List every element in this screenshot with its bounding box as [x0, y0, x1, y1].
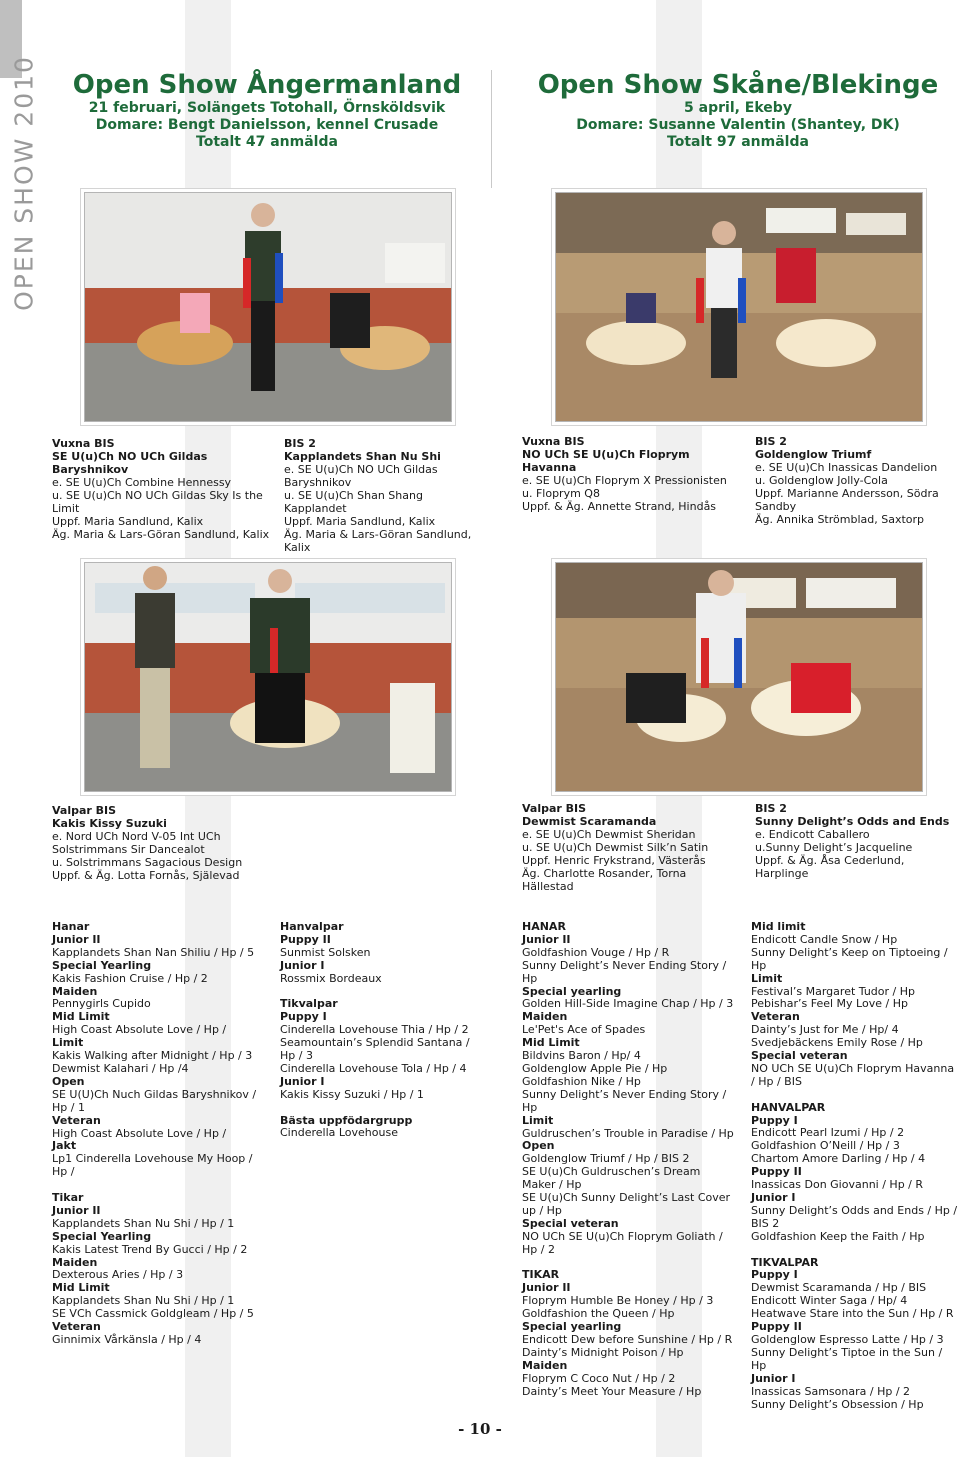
- results-class-heading: Junior II: [522, 1281, 571, 1295]
- results-entry: Ginnimix Vårkänsla / Hp / 4: [52, 1332, 202, 1346]
- results-class-heading: Veteran: [52, 1320, 101, 1334]
- results-class-heading: Special veteran: [522, 1216, 619, 1230]
- caption-owner: Äg. Annika Strömblad, Saxtorp: [755, 513, 924, 526]
- results-entry: Dexterous Aries / Hp / 3: [52, 1268, 184, 1282]
- page-number: - 10 -: [458, 1420, 502, 1438]
- results-entry: Festival’s Margaret Tudor / Hp: [751, 984, 915, 998]
- results-entry: Guldruschen’s Trouble in Paradise / Hp: [522, 1126, 734, 1140]
- event-entries: Totalt 47 anmälda: [196, 134, 338, 150]
- caption-owner: Äg. Maria & Lars-Göran Sandlund, Kalix: [284, 528, 472, 554]
- results-entry: Sunny Delight’s Odds and Ends / Hp / BIS 2: [751, 1203, 958, 1230]
- results-column-skane-adults: [522, 921, 734, 1399]
- caption-sire: e. Nord UCh Nord V-05 Int UCh Solstrimmans Sir Dancealot: [52, 830, 221, 856]
- results-class-heading: Special Yearling: [52, 958, 152, 972]
- results-class-heading: Maiden: [52, 1255, 98, 1269]
- caption-breeder-owner: Uppf. & Äg. Lotta Fornås, Själevad: [52, 869, 240, 882]
- results-entry: Floprym Humble Be Honey / Hp / 3: [522, 1294, 714, 1308]
- results-class-heading: Bästa uppfödargrupp: [280, 1113, 413, 1127]
- results-entry: Sunny Delight’s Tiptoe in the Sun / Hp: [751, 1345, 943, 1372]
- results-class-heading: Mid Limit: [522, 1036, 580, 1050]
- results-class-heading: Limit: [52, 1036, 84, 1050]
- results-entry: Golden Hill-Side Imagine Chap / Hp / 3: [522, 997, 734, 1011]
- results-class-heading: Junior I: [280, 1074, 325, 1088]
- results-class-heading: Puppy I: [280, 1010, 327, 1024]
- results-entry: Cinderella Lovehouse: [280, 1126, 398, 1140]
- results-spacer: [751, 1089, 959, 1102]
- results-entry: Sunny Delight’s Obsession / Hp: [751, 1397, 924, 1411]
- results-entry: Svedjebäckens Emily Rose / Hp: [751, 1036, 923, 1050]
- results-entry: High Coast Absolute Love / Hp /: [52, 1023, 227, 1037]
- caption-sire: e. SE U(u)Ch Floprym X Pressionisten: [522, 474, 727, 487]
- event-header-angermanland: [62, 70, 472, 151]
- event-date-location: 21 februari, Solängets Totohall, Örnsköldsvik: [88, 100, 446, 116]
- results-class-heading: Special veteran: [751, 1049, 848, 1063]
- results-class-heading: HANAR: [522, 920, 566, 933]
- caption-dog-name: SE U(u)Ch NO UCh Gildas Baryshnikov: [52, 450, 208, 476]
- results-entry: Goldenglow Apple Pie / Hp: [522, 1061, 668, 1075]
- results-entry: Chartom Amore Darling / Hp / 4: [751, 1152, 926, 1166]
- caption-award: Vuxna BIS: [522, 435, 585, 448]
- results-entry: Kakis Fashion Cruise / Hp / 2: [52, 971, 208, 985]
- results-class-heading: Hanar: [52, 920, 90, 933]
- caption-award: BIS 2: [755, 802, 787, 815]
- results-class-heading: Open: [522, 1139, 555, 1153]
- caption-sire: e. SE U(u)Ch Inassicas Dandelion: [755, 461, 938, 474]
- caption-breeder: Uppf. Maria Sandlund, Kalix: [52, 515, 204, 528]
- results-entry: Goldenglow Triumf / Hp / BIS 2: [522, 1152, 690, 1166]
- results-entry: Sunny Delight’s Never Ending Story / Hp: [522, 958, 727, 985]
- side-label: OPEN SHOW 2010: [9, 55, 39, 311]
- results-class-heading: Jakt: [52, 1139, 77, 1153]
- results-class-heading: Mid Limit: [52, 1010, 110, 1024]
- results-class-heading: Tikvalpar: [280, 997, 338, 1011]
- caption-dog-name: NO UCh SE U(u)Ch Floprym Havanna: [522, 448, 690, 474]
- caption-breeder: Uppf. Henric Frykstrand, Västerås: [522, 854, 706, 867]
- results-entry: Goldfashion O’Neill / Hp / 3: [751, 1139, 900, 1153]
- caption-angermanland-bis: [52, 437, 272, 541]
- results-class-heading: Veteran: [52, 1113, 101, 1127]
- results-entry: Dainty’s Midnight Poison / Hp: [522, 1345, 684, 1359]
- caption-dog-name: Sunny Delight’s Odds and Ends: [755, 815, 950, 828]
- results-entry: High Coast Absolute Love / Hp /: [52, 1126, 227, 1140]
- caption-dam: u. Solstrimmans Sagacious Design: [52, 856, 243, 869]
- results-class-heading: HANVALPAR: [751, 1100, 826, 1114]
- results-entry: Dainty’s Meet Your Measure / Hp: [522, 1384, 702, 1398]
- results-entry: Dewmist Scaramanda / Hp / BIS: [751, 1281, 927, 1295]
- results-entry: Sunmist Solsken: [280, 945, 371, 959]
- results-entry: Goldfashion Keep the Faith / Hp: [751, 1229, 925, 1243]
- caption-sire: e. SE U(u)Ch Dewmist Sheridan: [522, 828, 696, 841]
- results-entry: SE U(U)Ch Nuch Gildas Baryshnikov / Hp / 1: [52, 1087, 257, 1114]
- caption-owner: Äg. Maria & Lars-Göran Sandlund, Kalix: [52, 528, 270, 541]
- caption-breeder: Uppf. Marianne Andersson, Södra Sandby: [755, 487, 939, 513]
- caption-dam: u. Floprym Q8: [522, 487, 600, 500]
- results-entry: SE U(u)Ch Sunny Delight’s Last Cover up / Hp: [522, 1191, 731, 1217]
- caption-sire: e. SE U(u)Ch Combine Hennessy: [52, 476, 232, 489]
- results-class-heading: Open: [52, 1074, 85, 1088]
- results-entry: Kakis Kissy Suzuki / Hp / 1: [280, 1087, 424, 1101]
- results-entry: SE U(u)Ch Guldruschen’s Dream Maker / Hp: [522, 1165, 701, 1192]
- results-entry: NO UCh SE U(u)Ch Floprym Goliath / Hp / 2: [522, 1229, 723, 1256]
- results-class-heading: Puppy II: [751, 1320, 802, 1334]
- results-entry: Goldfashion the Queen / Hp: [522, 1307, 675, 1321]
- results-entry: Goldfashion Nike / Hp: [522, 1074, 641, 1088]
- results-entry: Cinderella Lovehouse Tola / Hp / 4: [280, 1061, 467, 1075]
- results-entry: Floprym C Coco Nut / Hp / 2: [522, 1371, 676, 1385]
- results-class-heading: Puppy II: [280, 932, 331, 946]
- results-class-heading: Limit: [751, 971, 783, 985]
- results-entry: Inassicas Samsonara / Hp / 2: [751, 1384, 911, 1398]
- results-entry: Dewmist Kalahari / Hp /4: [52, 1061, 189, 1075]
- column-divider: [491, 70, 492, 188]
- results-column-skane-puppies: [751, 921, 959, 1411]
- results-class-heading: Junior II: [522, 932, 571, 946]
- results-entry: Sunny Delight’s Keep on Tiptoeing / Hp: [751, 945, 948, 972]
- results-entry: Kapplandets Shan Nan Shiliu / Hp / 5: [52, 945, 255, 959]
- event-judge: Domare: Susanne Valentin (Shantey, DK): [576, 117, 900, 133]
- results-entry: Kapplandets Shan Nu Shi / Hp / 1: [52, 1216, 235, 1230]
- results-class-heading: Special yearling: [522, 984, 622, 998]
- results-class-heading: Maiden: [52, 984, 98, 998]
- results-class-heading: Hanvalpar: [280, 920, 344, 933]
- caption-dam: u. SE U(u)Ch Dewmist Silk’n Satin: [522, 841, 709, 854]
- event-header-skane-blekinge: [520, 70, 956, 151]
- photo-angermanland-bis: [84, 192, 452, 422]
- caption-sire: e. Endicott Caballero: [755, 828, 870, 841]
- caption-award: Vuxna BIS: [52, 437, 115, 450]
- results-class-heading: TIKAR: [522, 1268, 560, 1282]
- results-entry: Goldfashion Vouge / Hp / R: [522, 945, 670, 959]
- results-class-heading: Maiden: [522, 1010, 568, 1024]
- caption-skane-puppy-bis2: [755, 802, 960, 880]
- results-entry: Pebishar’s Feel My Love / Hp: [751, 997, 908, 1011]
- results-entry: Endicott Winter Saga / Hp/ 4: [751, 1294, 908, 1308]
- results-entry: Kapplandets Shan Nu Shi / Hp / 1: [52, 1294, 235, 1308]
- caption-dam: u.Sunny Delight’s Jacqueline: [755, 841, 913, 854]
- caption-angermanland-puppy-bis: [52, 804, 262, 882]
- caption-angermanland-bis2: [284, 437, 484, 554]
- event-title: Open Show Ångermanland: [72, 70, 462, 100]
- results-class-heading: Junior I: [751, 1371, 796, 1385]
- results-spacer: [280, 1102, 476, 1115]
- results-entry: Rossmix Bordeaux: [280, 971, 382, 985]
- results-entry: Sunny Delight’s Never Ending Story / Hp: [522, 1087, 727, 1114]
- results-entry: Cinderella Lovehouse Thia / Hp / 2: [280, 1023, 469, 1037]
- caption-dog-name: Goldenglow Triumf: [755, 448, 872, 461]
- caption-breeder-owner: Uppf. & Äg. Åsa Cederlund, Harplinge: [755, 854, 905, 880]
- results-class-heading: Junior I: [280, 958, 325, 972]
- results-entry: Pennygirls Cupido: [52, 997, 151, 1011]
- results-entry: SE VCh Cassmick Goldgleam / Hp / 5: [52, 1307, 254, 1321]
- caption-dam: u. Goldenglow Jolly-Cola: [755, 474, 888, 487]
- caption-dog-name: Kapplandets Shan Nu Shi: [284, 450, 441, 463]
- results-entry: Endicott Candle Snow / Hp: [751, 932, 898, 946]
- caption-breeder-owner: Uppf. & Äg. Annette Strand, Hindås: [522, 500, 717, 513]
- results-spacer: [751, 1244, 959, 1257]
- results-class-heading: Puppy I: [751, 1113, 798, 1127]
- photo-skane-bis: [555, 192, 923, 422]
- results-entry: Bildvins Baron / Hp/ 4: [522, 1049, 641, 1063]
- caption-sire: e. SE U(u)Ch NO UCh Gildas Baryshnikov: [284, 463, 438, 489]
- results-column-angermanland-puppies: [280, 921, 476, 1140]
- results-entry: Heatwave Stare into the Sun / Hp / R: [751, 1307, 954, 1321]
- caption-breeder: Uppf. Maria Sandlund, Kalix: [284, 515, 436, 528]
- caption-skane-bis2: [755, 435, 955, 526]
- results-class-heading: Special Yearling: [52, 1229, 152, 1243]
- caption-award: BIS 2: [755, 435, 787, 448]
- results-class-heading: Special yearling: [522, 1320, 622, 1334]
- results-entry: Le'Pet's Ace of Spades: [522, 1023, 646, 1037]
- results-entry: NO UCh SE U(u)Ch Floprym Havanna / Hp / BIS: [751, 1061, 955, 1088]
- results-class-heading: Puppy I: [751, 1268, 798, 1282]
- event-entries: Totalt 97 anmälda: [667, 134, 809, 150]
- caption-skane-bis: [522, 435, 737, 513]
- results-entry: Endicott Pearl Izumi / Hp / 2: [751, 1126, 905, 1140]
- results-class-heading: Mid Limit: [52, 1281, 110, 1295]
- results-entry: Inassicas Don Giovanni / Hp / R: [751, 1178, 924, 1192]
- results-column-angermanland-adults: [52, 921, 264, 1347]
- results-class-heading: Junior I: [751, 1191, 796, 1205]
- results-entry: Kakis Latest Trend By Gucci / Hp / 2: [52, 1242, 248, 1256]
- results-entry: Goldenglow Espresso Latte / Hp / 3: [751, 1332, 944, 1346]
- event-judge: Domare: Bengt Danielsson, kennel Crusade: [95, 117, 439, 133]
- results-entry: Seamountain’s Splendid Santana / Hp / 3: [280, 1036, 470, 1063]
- results-entry: Kakis Walking after Midnight / Hp / 3: [52, 1049, 253, 1063]
- caption-dam: u. SE U(u)Ch NO UCh Gildas Sky Is the Limit: [52, 489, 263, 515]
- results-class-heading: Junior II: [52, 932, 101, 946]
- results-class-heading: Puppy II: [751, 1165, 802, 1179]
- caption-dog-name: Kakis Kissy Suzuki: [52, 817, 167, 830]
- caption-dog-name: Dewmist Scaramanda: [522, 815, 657, 828]
- results-class-heading: Veteran: [751, 1010, 800, 1024]
- results-class-heading: Limit: [522, 1113, 554, 1127]
- caption-award: BIS 2: [284, 437, 316, 450]
- results-spacer: [52, 1179, 264, 1192]
- caption-skane-puppy-bis: [522, 802, 737, 893]
- results-class-heading: Mid limit: [751, 920, 806, 933]
- results-entry: Lp1 Cinderella Lovehouse My Hoop / Hp /: [52, 1152, 253, 1179]
- caption-award: Valpar BIS: [522, 802, 587, 815]
- event-date-location: 5 april, Ekeby: [684, 100, 792, 116]
- caption-owner: Äg. Charlotte Rosander, Torna Hällestad: [522, 867, 687, 893]
- results-class-heading: TIKVALPAR: [751, 1255, 819, 1269]
- results-class-heading: Tikar: [52, 1191, 84, 1205]
- results-class-heading: Junior II: [52, 1203, 101, 1217]
- event-title: Open Show Skåne/Blekinge: [537, 70, 939, 100]
- results-class-heading: Maiden: [522, 1358, 568, 1372]
- results-entry: Endicott Dew before Sunshine / Hp / R: [522, 1332, 733, 1346]
- results-entry: Dainty’s Just for Me / Hp/ 4: [751, 1023, 899, 1037]
- photo-skane-puppy-bis: [555, 562, 923, 792]
- photo-angermanland-puppy-bis: [84, 562, 452, 792]
- caption-dam: u. SE U(u)Ch Shan Shang Kapplandet: [284, 489, 423, 515]
- caption-award: Valpar BIS: [52, 804, 117, 817]
